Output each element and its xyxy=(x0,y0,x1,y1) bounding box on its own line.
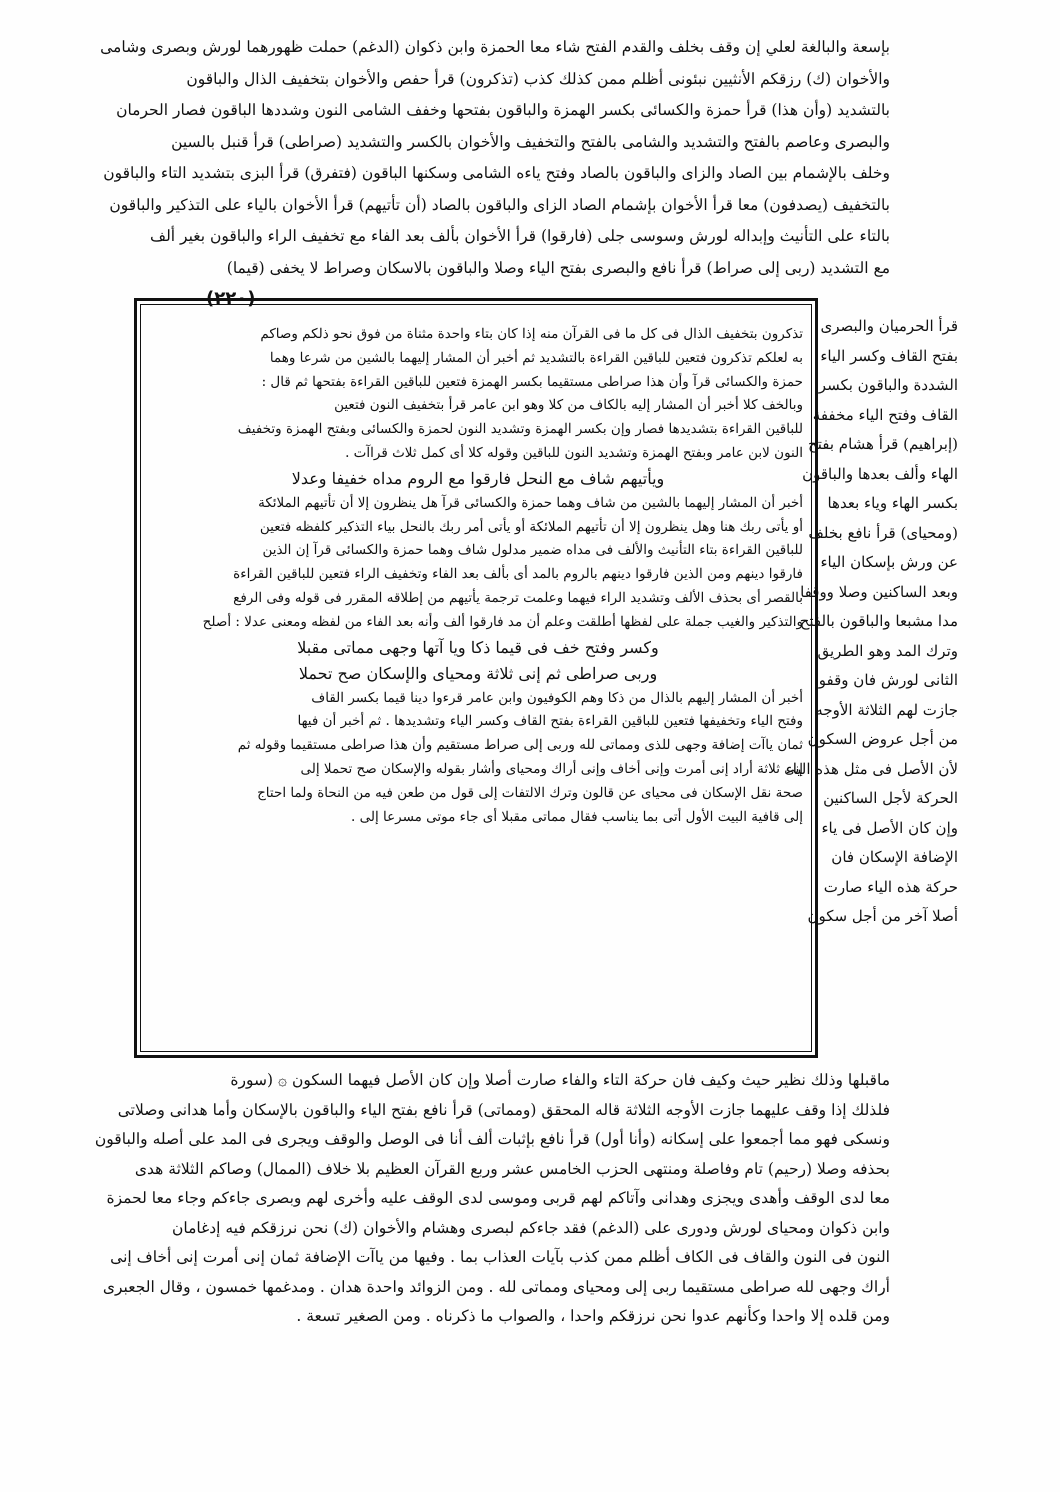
side-line: (ومحياى) قرأ نافع بخلف xyxy=(808,523,958,542)
verse-line: وربى صراطى ثم إنى ثلاثة ومحياى والإسكان صح تحملا xyxy=(298,663,658,683)
side-line: بكسر الهاء وياء بعدها xyxy=(827,494,958,512)
text-line: بالتاء على التأنيث وإبداله لورش وسوسى جلى (فارقوا) قرأ الأخوان بألف بعد الفاء مع تخفيف الراء والباقون بغير ألف xyxy=(150,227,890,245)
commentary-line: صحة نقل الإسكان فى محياى عن قالون وترك الالتفات إلى قول من طعن فيه من النحاة ولما احتاج xyxy=(257,784,803,801)
side-line: بفتح القاف وكسر الياء xyxy=(820,346,958,365)
commentary-line: للباقين القراءة بتاء التأنيث والألف فى مداه ضمير مدلول شاف وهما حمزة والكسائى قرآ إن الذين xyxy=(262,542,803,559)
commentary-line: وبالخف كلا أخبر أن المشار إليه بالكاف من كلا وهو ابن عامر قرأ بتخفيف النون فتعين xyxy=(334,397,803,414)
text-line: مع التشديد (ربى إلى صراط) قرأ نافع والبصرى بفتح الياء وصلا والباقون بالاسكان وصراط لا يخفى (قيما) xyxy=(226,258,890,277)
text-line: فلذلك إذا وقف عليهما جازت الأوجه الثلاثة قاله المحقق (ومماتى) قرأ نافع بفتح الياء والباقون بالإسكان وأما هدانى وصلاتى xyxy=(117,1100,890,1119)
side-line: جازت لهم الثلاثة الأوجه xyxy=(815,700,958,719)
side-line: لأن الأصل فى مثل هذه الياء xyxy=(785,759,958,778)
commentary-line: به لعلكم تذكرون فتعين للباقين القراءة بالتشديد ثم أخبر أن المشار إليهما بالشين من شرعا وهما xyxy=(269,349,803,366)
text-line: معا لدى الوقف وأهدى ويجزى وهدانى وآتاكم لهم قربى وموسى لدى الوقف عليه وأخرى لهم وبصرى جاءكم وجاء معا لحمزة xyxy=(106,1189,890,1207)
text-line: ونسكى فهو مما أجمعوا على إسكانه (وأنا أول) قرأ نافع بإثبات ألف أنا فى الوصل والوقف ويجرى فى المد على أصله والباقون xyxy=(94,1130,890,1148)
commentary-line: أخبر أن المشار إليهما بالشين من شاف وهما حمزة والكسائى قرآ هل ينظرون إلا أن تأتيهم الملائكة xyxy=(258,494,803,511)
side-line: الهاء وألف بعدها والباقون xyxy=(802,464,958,483)
side-line: وإن كان الأصل فى ياء xyxy=(821,818,958,837)
text-line: والبصرى وعاصم بالفتح والتشديد والشامى بالفتح والتخفيف والأخوان بالكسر والتشديد (صراطى) قرأ قنبل بالسين xyxy=(171,132,890,151)
side-line: الثانى لورش فان وقفوا xyxy=(814,671,958,689)
commentary-line: النون لابن عامر وبفتح الهمزة وتشديد النون للباقين وقوله كلا أى كمل ثلاث قراآت . xyxy=(345,444,803,461)
side-line: حركة هذه الياء صارت xyxy=(823,877,958,896)
commentary-line: إنى ثلاثة أراد إنى أمرت وإنى أخاف وإنى أراك ومحياى وأشار بقوله والإسكان صح تحملا إلى xyxy=(300,760,803,777)
text-line: بحذفه وصلا (رحيم) تام وفاصلة ومنتهى الحزب الخامس عشر وربع القرآن العظيم بلا خلاف (الممال) وصاكم الثلاثة هدى xyxy=(134,1159,890,1178)
side-line: وترك المد وهو الطريق xyxy=(817,641,958,660)
side-line: وبعد الساكنين وصلا ووقفا xyxy=(800,582,958,601)
side-line: الشددة والباقون بكسر xyxy=(818,376,958,394)
side-line: الإضافة الإسكان فان xyxy=(831,848,958,866)
text-line: وابن ذكوان ومحياى لورش ودورى على (الدغم) فقد جاءكم لبصرى وهشام والأخوان (ك) نحن نرزقكم فيه إدغامان xyxy=(171,1218,890,1237)
side-line: مدا مشبعا والباقون بالفتح xyxy=(799,612,958,630)
commentary-line: أخبر أن المشار إليهم بالذال من ذكا وهم الكوفيون وابن عامر قرءوا دينا قيما بكسر القاف xyxy=(311,689,803,706)
commentary-text xyxy=(153,323,803,829)
main-text-bottom xyxy=(94,1066,890,1332)
text-line: ومن قلده إلا واحدا وكأنهم عدوا نحن نرزقكم واحدا ، والصواب ما ذكرناه . ومن الصغير تسعة . xyxy=(296,1307,890,1325)
text-line: أراك وجهى لله صراطى مستقيما ربى إلى ومحياى ومماتى لله . ومن الزوائد واحدة هدان . ومدغمها خمسون ، وقال الجعبرى xyxy=(102,1277,890,1296)
side-line: (إبراهيم) قرأ هشام بفتح xyxy=(808,435,958,453)
text-line: النون فى النون والقاف فى الكاف أظلم ممن كذب بآيات العذاب بما . وفيها من ياآت الإضافة ثمان إنى أمرت إنى أخاف إنى xyxy=(110,1248,890,1266)
text-line: بالتشديد (وأن هذا) قرأ حمزة والكسائى بكسر الهمزة والباقون بفتحها وخفف الشامى النون وشددها الباقون فصار الحرمان xyxy=(116,101,890,119)
commentary-line: والتذكير والغيب جملة على لفظها أطلقت وعلم أن مد فارقوا ألف وأنه بعد الفاء من لفظه ومعنى عدلا : أصلح xyxy=(202,613,803,630)
commentary-line: وفتح الياء وتخفيفها فتعين للباقين القراءة بفتح القاف وكسر الياء وتشديدها . ثم أخبر أن فيها xyxy=(297,713,803,730)
side-line: القاف وفتح الياء مخففة xyxy=(812,405,958,424)
side-line: قرأ الحرميان والبصرى xyxy=(820,317,958,335)
main-text-top xyxy=(100,32,890,284)
text-line: بإسعة والبالغة لعلي إن وقف بخلف والقدم الفتح شاء معا الحمزة وابن ذكوان (الدغم) حملت ظهورهما لورش وبصرى وشامى xyxy=(100,38,890,56)
side-line: أصلا آخر من أجل سكون xyxy=(807,907,958,925)
text-line: ماقبلها وذلك نظير حيث وكيف فان حركة التاء والفاء صارت أصلا وإن كان الأصل فيهما السكون ۞ (سورة xyxy=(230,1071,890,1089)
commentary-line: للباقين القراءة بتشديدها فصار وإن بكسر الهمزة وتشديد النون لحمزة والكسائى وبفتح الهمزة وتخفيف xyxy=(237,421,803,438)
side-line: الحركة لأجل الساكنين xyxy=(823,789,958,807)
commentary-line: أو يأتى ربك هنا وهل ينظرون إلا أن تأتيهم الملائكة أو يأتى أمر ربك بالنحل بياء التذكير كلفظه فتعين xyxy=(259,518,803,535)
commentary-line: ثمان ياآت إضافة وجهى للذى ومماتى لله وربى إلى صراط مستقيم وأن هذا صراطى مستقيما وقوله ثم xyxy=(237,737,803,754)
commentary-line: إلى قافية البيت الأول أتى بما يناسب فقال مماتى مقبلا أى جاء موتى مسرعا إلى . xyxy=(351,808,803,825)
commentary-line: فارقوا دينهم ومن الذين فارقوا دينهم بالروم بالمد أى بألف بعد الفاء وتخفيف الراء فتعين للباقين القراءة xyxy=(233,566,803,583)
commentary-line: بالقصر أى بحذف الألف وتشديد الراء فيهما وعلمت ترجمة يأتيهم من إطلاقه المقرر فى قوله وفى الرفع xyxy=(233,589,803,606)
verse-line: ويأتيهم شاف مع النحل فارقوا مع الروم مداه خفيفا وعدلا xyxy=(291,468,665,488)
commentary-line: تذكرون بتخفيف الذال فى كل ما فى القرآن منه إذا كان بتاء واحدة مثناة من فوق نحو ذلكم وصاكم xyxy=(260,326,803,342)
commentary-frame xyxy=(134,298,818,1058)
text-line: والأخوان (ك) رزقكم الأنثيين نبئونى أظلم ممن كذلك كذب (تذكرون) قرأ حفص والأخوان بتخفيف الذال والباقون xyxy=(186,69,890,88)
commentary-line: حمزة والكسائى قرآ وأن هذا صراطى مستقيما بكسر الهمزة فتعين للباقين القراءة بفتحها ثم قال : xyxy=(261,373,803,390)
text-line: وخلف بالإشمام بين الصاد والزاى والباقون بالصاد وفتح ياءه الشامى وسكنها الباقون (فتفرق) قرأ البزى بتشديد التاء والباقون xyxy=(103,164,890,182)
page-number: (٢٢٠) xyxy=(206,288,256,309)
side-line: من أجل عروض السكون xyxy=(807,730,958,748)
verse-line: وكسر وفتح خف فى قيما ذكا ويا آتها وجهى مماتى مقبلا xyxy=(297,637,659,657)
side-line: عن ورش بإسكان الياء xyxy=(820,553,958,571)
text-line: بالتخفيف (يصدفون) معا قرأ الأخوان بإشمام الصاد الزاى والباقون بالصاد (أن تأتيهم) قرأ الأخوان بالياء على التذكير والباقون xyxy=(109,195,890,214)
side-column-text xyxy=(785,312,958,932)
